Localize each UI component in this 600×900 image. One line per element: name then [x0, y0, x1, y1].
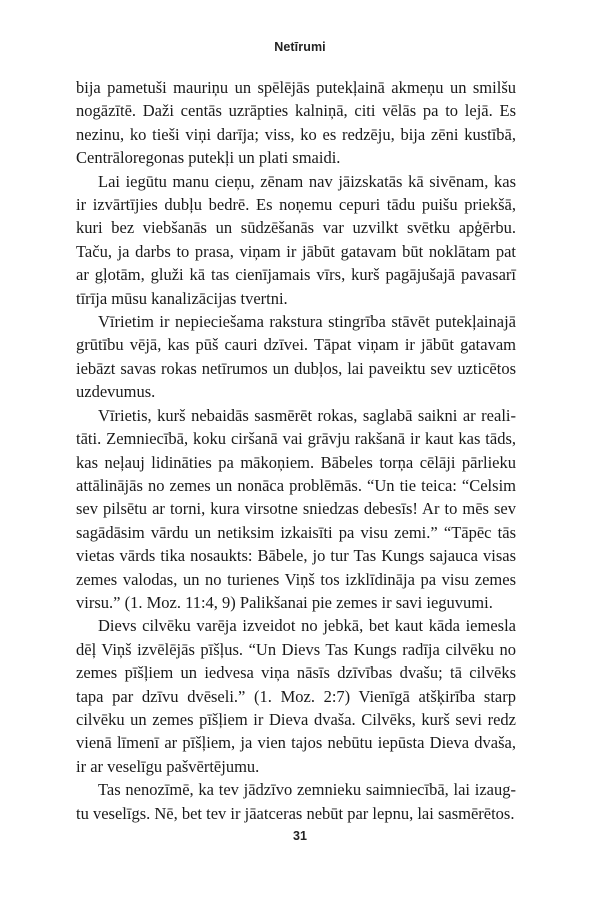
paragraph: Lai iegūtu manu cieņu, zēnam nav jāizskatās kā sivēnam, kas ir izvārtījies dubļu bedrē. Es noņemu cepuri tādu puišu priekšā, kuri bez viebšanās un sūdzēšanās var uzvilkt svētku apģērbu. Taču, ja darbs to prasa, viņam ir jābūt gatavam būt noklātam pat ar gļotām, gluži kā tas cienījamais vīrs, kurš pagājušajā pavasarī tīrīja mūsu kanalizācijas tvertni.: [76, 171, 516, 308]
paragraph: Tas nenozīmē, ka tev jādzīvo zemnieku saimniecībā, lai izaugtu veselīgs. Nē, bet tev ir jāatceras nebūt par lepnu, lai sasmērētos.: [76, 780, 516, 823]
paragraph-continuation: bija pametuši mauriņu un spēlējās putekļainā akmeņu un smilšu nogāzītē. Daži centās uzrāpties kalniņā, citi vēlās pa to lejā. Es nezinu, ko tieši viņi darīja; viss, ko es redzēju, bija zēni kustībā, Centrāloregonas putekļi un plati smaidi.: [76, 78, 516, 168]
body-text: [76, 76, 516, 825]
paragraph: Dievs cilvēku varēja izveidot no jebkā, bet kaut kāda iemesla dēļ Viņš izvēlējās pīšļus. “Un Dievs Tas Kungs radīja cilvēku no zemes pīšļiem un iedvesa viņa nāsīs dzīvības dvašu; tā cilvēks tapa par dzīvu dvēseli.” (1. Moz. 2:7) Vienīgā atšķirība starp cilvēku un zemes pīšļiem ir Dieva dvaša. Cilvēks, kurš sevi redz vienā līmenī ar pīšļiem, ja vien tajos nebūtu iepūsta Dieva dvaša, ir ar veselīgu pašvērtējumu.: [76, 616, 516, 776]
paragraph: Vīrietis, kurš nebaidās sasmērēt rokas, saglabā saikni ar realitāti. Zemniecībā, koku ciršanā vai grāvju rakšanā ir kaut kas tāds, kas neļauj lidināties pa mākoņiem. Bābeles torņa cēlāji pārlieku attālinājās no zemes un nonāca problēmās. “Un tie teica: “Celsim sev pilsētu ar torni, kura virsotne sniedzas debesīs! Ar to mēs sev sagādāsim vārdu un netiksim izkaisīti pa visu zemi.” “Tāpēc tās vietas vārds tika nosaukts: Bābele, jo tur Tas Kungs sajauca visas zemes valodas, un no turienes Viņš tos izklīdināja pa visu zemes virsu.” (1. Moz. 11:4, 9) Palikšanai pie zemes ir savi ieguvumi.: [76, 405, 516, 612]
running-head-title: Netīrumi: [274, 40, 326, 54]
paragraph: Vīrietim ir nepieciešama rakstura stingrība stāvēt putekļainajā grūtību vējā, kas pūš cauri dzīvei. Tāpat viņam ir jābūt gatavam iebāzt savas rokas netīrumos un dubļos, lai paveiktu sev uzticētos uzdevumus.: [76, 312, 516, 402]
page-number: 31: [293, 829, 307, 843]
